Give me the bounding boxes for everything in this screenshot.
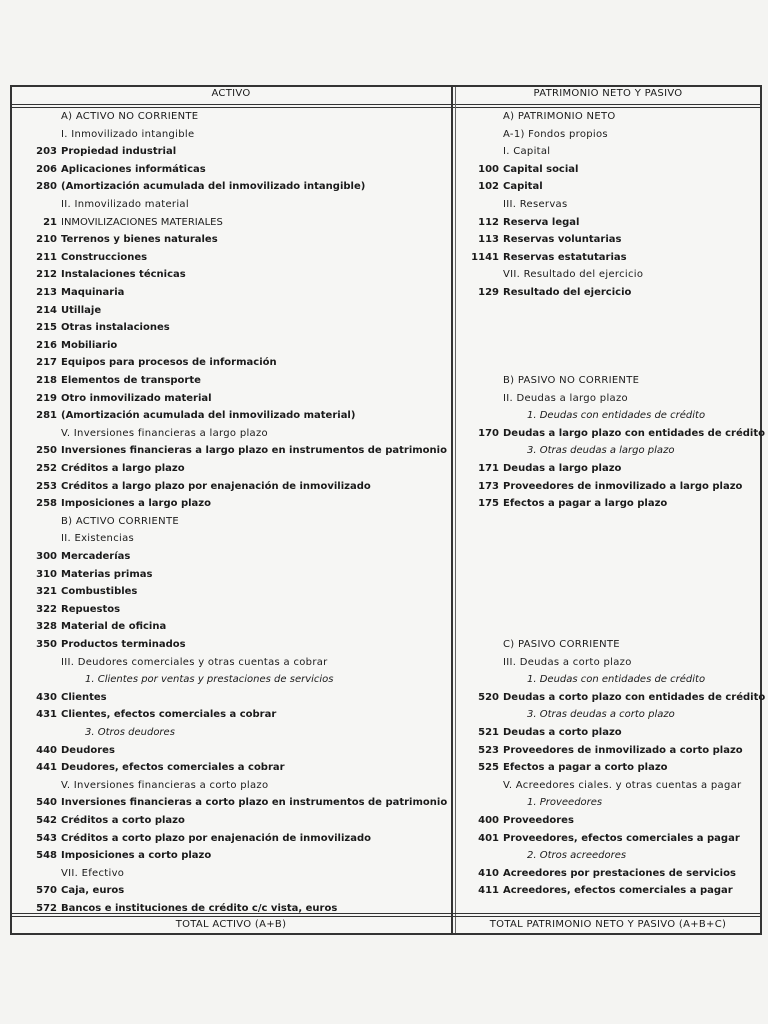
account-code: 113 xyxy=(478,234,499,246)
account-code: 542 xyxy=(36,815,57,826)
account-code: 431 xyxy=(36,709,57,721)
account-code: 217 xyxy=(36,357,57,369)
pasivo-row xyxy=(454,812,762,829)
account-code: 171 xyxy=(478,463,499,474)
account-label: Materias primas xyxy=(61,568,153,580)
total-patrimonio-pasivo: TOTAL PATRIMONIO NETO Y PASIVO (A+B+C) xyxy=(489,919,727,930)
pasivo-row xyxy=(454,126,762,143)
activo-row xyxy=(12,478,450,495)
account-label: 3. Otros deudores xyxy=(85,727,175,738)
account-label: Clientes, efectos comerciales a cobrar xyxy=(61,709,277,721)
pasivo-row xyxy=(454,742,762,759)
account-code: 215 xyxy=(36,322,57,334)
account-label: Clientes xyxy=(61,691,107,703)
total-activo: TOTAL ACTIVO (A+B) xyxy=(175,919,287,930)
account-code: 400 xyxy=(478,815,499,826)
account-label: Otro inmovilizado material xyxy=(61,392,212,404)
account-label: V. Acreedores ciales. y otras cuentas a pagar xyxy=(503,779,742,791)
account-label: Aplicaciones informáticas xyxy=(61,163,206,175)
account-code: 252 xyxy=(36,463,57,474)
activo-row xyxy=(12,759,450,776)
activo-row xyxy=(12,214,450,231)
pasivo-row xyxy=(454,442,762,459)
activo-row xyxy=(12,706,450,723)
account-label: A) ACTIVO NO CORRIENTE xyxy=(61,111,199,122)
activo-row xyxy=(12,636,450,653)
account-code: 206 xyxy=(36,163,57,175)
account-label: Otras instalaciones xyxy=(61,322,170,334)
account-label: Resultado del ejercicio xyxy=(503,287,632,298)
activo-row xyxy=(12,319,450,336)
account-code: 100 xyxy=(478,163,499,175)
pasivo-row xyxy=(454,865,762,882)
account-label: B) PASIVO NO CORRIENTE xyxy=(503,375,640,386)
pasivo-row xyxy=(454,284,762,301)
account-label: (Amortización acumulada del inmovilizado material) xyxy=(61,410,356,422)
account-code: 300 xyxy=(36,551,57,562)
account-label: Maquinaria xyxy=(61,287,125,298)
activo-row xyxy=(12,689,450,706)
account-label: V. Inversiones financieras a corto plazo xyxy=(61,779,269,791)
pasivo-row xyxy=(454,495,762,512)
activo-row xyxy=(12,654,450,671)
pasivo-row xyxy=(454,882,762,899)
account-label: Elementos de transporte xyxy=(61,375,201,386)
activo-row xyxy=(12,583,450,600)
account-code: 310 xyxy=(36,568,57,580)
account-label: Bancos e instituciones de crédito c/c vista, euros xyxy=(61,903,338,914)
pasivo-row xyxy=(454,794,762,811)
account-code: 281 xyxy=(36,410,57,422)
account-label: Créditos a corto plazo por enajenación de inmovilizado xyxy=(61,832,371,844)
account-code: 203 xyxy=(36,146,57,158)
account-label: Efectos a pagar a corto plazo xyxy=(503,762,668,774)
account-label: Reservas estatutarias xyxy=(503,251,627,263)
activo-row xyxy=(12,671,450,688)
account-label: 2. Otros acreedores xyxy=(527,850,627,862)
account-code: 525 xyxy=(478,762,499,774)
activo-row xyxy=(12,566,450,583)
account-code: 441 xyxy=(36,762,57,774)
account-label: Capital social xyxy=(503,163,579,175)
account-label: 1. Proveedores xyxy=(527,797,603,809)
account-label: III. Deudas a corto plazo xyxy=(503,656,632,668)
pasivo-row xyxy=(454,478,762,495)
account-label: (Amortización acumulada del inmovilizado intangible) xyxy=(61,181,366,193)
account-label: Proveedores de inmovilizado a largo plazo xyxy=(503,480,743,492)
account-code: 175 xyxy=(478,498,499,510)
account-code: 548 xyxy=(36,850,57,862)
account-label: Deudores, efectos comerciales a cobrar xyxy=(61,762,285,774)
activo-row xyxy=(12,231,450,248)
pasivo-row xyxy=(454,847,762,864)
activo-row xyxy=(12,108,450,125)
account-label: Créditos a largo plazo xyxy=(61,463,185,474)
account-label: Caja, euros xyxy=(61,885,125,897)
account-label: 1. Deudas con entidades de crédito xyxy=(527,674,706,686)
pasivo-row xyxy=(454,249,762,266)
account-label: Mobiliario xyxy=(61,339,118,351)
account-label: Deudores xyxy=(61,744,115,756)
pasivo-row xyxy=(454,654,762,671)
account-code: 521 xyxy=(478,727,499,738)
pasivo-row xyxy=(454,689,766,706)
account-label: II. Inmovilizado material xyxy=(61,199,189,210)
pasivo-row xyxy=(454,214,762,231)
pasivo-row xyxy=(454,161,762,178)
account-label: A) PATRIMONIO NETO xyxy=(503,111,616,122)
activo-row xyxy=(12,882,450,899)
account-label: Construcciones xyxy=(61,251,148,263)
activo-row xyxy=(12,354,450,371)
patrimonio-pasivo-header: PATRIMONIO NETO Y PASIVO xyxy=(533,88,683,99)
account-label: Equipos para procesos de información xyxy=(61,357,277,369)
account-label: Imposiciones a corto plazo xyxy=(61,850,212,862)
pasivo-row xyxy=(454,178,762,195)
account-code: 280 xyxy=(36,181,57,193)
pasivo-row xyxy=(454,407,762,424)
account-code: 211 xyxy=(36,251,57,263)
activo-row xyxy=(12,126,450,143)
account-label: C) PASIVO CORRIENTE xyxy=(503,639,620,650)
account-code: 411 xyxy=(478,885,499,897)
activo-header: ACTIVO xyxy=(211,88,251,99)
account-label: Reserva legal xyxy=(503,216,580,228)
account-code: 102 xyxy=(478,181,499,193)
account-label: V. Inversiones financieras a largo plazo xyxy=(61,427,268,439)
account-label: Proveedores, efectos comerciales a pagar xyxy=(503,832,740,844)
activo-row xyxy=(12,249,450,266)
activo-row xyxy=(12,284,450,301)
account-label: Propiedad industrial xyxy=(61,146,177,158)
pasivo-row xyxy=(454,372,762,389)
account-code: 129 xyxy=(478,287,499,298)
account-label: Inversiones financieras a corto plazo en instrumentos de patrimonio xyxy=(61,797,448,809)
account-label: 1. Clientes por ventas y prestaciones de servicios xyxy=(85,674,334,686)
account-code: 350 xyxy=(36,639,57,650)
account-code: 410 xyxy=(478,867,499,879)
account-label: II. Existencias xyxy=(61,533,135,545)
pasivo-row xyxy=(454,425,765,442)
account-label: B) ACTIVO CORRIENTE xyxy=(61,515,179,527)
pasivo-row xyxy=(454,108,762,125)
account-code: 430 xyxy=(36,691,57,703)
activo-row xyxy=(12,830,450,847)
activo-row xyxy=(12,425,450,442)
activo-row xyxy=(12,143,450,160)
activo-row xyxy=(12,513,450,530)
account-code: 213 xyxy=(36,287,57,298)
balance-sheet-table xyxy=(10,85,766,935)
activo-row xyxy=(12,794,450,811)
account-code: 572 xyxy=(36,903,57,914)
account-code: 520 xyxy=(478,691,499,703)
pasivo-row xyxy=(454,706,762,723)
activo-row xyxy=(12,266,450,283)
account-label: Deudas a largo plazo xyxy=(503,463,622,474)
account-label: Terrenos y bienes naturales xyxy=(61,234,218,246)
activo-row xyxy=(12,724,450,741)
pasivo-row xyxy=(454,143,762,160)
activo-row xyxy=(12,178,450,195)
account-label: Proveedores de inmovilizado a corto plazo xyxy=(503,744,743,756)
activo-row xyxy=(12,495,450,512)
account-code: 321 xyxy=(36,586,57,598)
account-label: INMOVILIZACIONES MATERIALES xyxy=(61,216,223,228)
account-label: Proveedores xyxy=(503,815,574,826)
pasivo-row xyxy=(454,460,762,477)
account-code: 1141 xyxy=(471,251,499,263)
account-code: 253 xyxy=(36,480,57,492)
account-code: 21 xyxy=(43,216,57,228)
account-label: Reservas voluntarias xyxy=(503,234,622,246)
account-label: Efectos a pagar a largo plazo xyxy=(503,498,668,510)
account-code: 210 xyxy=(36,234,57,246)
pasivo-row xyxy=(454,196,762,213)
activo-row xyxy=(12,601,450,618)
pasivo-row xyxy=(454,830,762,847)
account-label: Créditos a largo plazo por enajenación de inmovilizado xyxy=(61,480,371,492)
account-label: Acreedores por prestaciones de servicios xyxy=(503,867,736,879)
account-code: 543 xyxy=(36,832,57,844)
account-code: 401 xyxy=(478,832,499,844)
activo-row xyxy=(12,865,450,882)
account-label: I. Inmovilizado intangible xyxy=(61,128,195,140)
account-label: I. Capital xyxy=(503,146,551,158)
account-label: II. Deudas a largo plazo xyxy=(503,392,628,404)
account-code: 540 xyxy=(36,797,57,809)
account-code: 570 xyxy=(36,885,57,897)
activo-row xyxy=(12,742,450,759)
activo-row xyxy=(12,196,450,213)
activo-row xyxy=(12,618,450,635)
activo-row xyxy=(12,847,450,864)
pasivo-row xyxy=(454,724,762,741)
account-label: 3. Otras deudas a largo plazo xyxy=(527,445,675,457)
account-code: 173 xyxy=(478,480,499,492)
account-code: 250 xyxy=(36,445,57,457)
account-code: 219 xyxy=(36,392,57,404)
account-code: 218 xyxy=(36,375,57,386)
account-label: Combustibles xyxy=(61,586,138,598)
account-label: Mercaderías xyxy=(61,551,131,562)
pasivo-row xyxy=(454,759,762,776)
pasivo-row xyxy=(454,636,762,653)
account-code: 440 xyxy=(36,744,57,756)
account-label: 1. Deudas con entidades de crédito xyxy=(527,410,706,422)
account-label: Material de oficina xyxy=(61,621,167,633)
pasivo-row xyxy=(454,390,762,407)
activo-row xyxy=(12,812,450,829)
account-code: 214 xyxy=(36,304,57,316)
account-label: A-1) Fondos propios xyxy=(503,128,608,140)
activo-row xyxy=(12,530,450,547)
account-label: Deudas a corto plazo xyxy=(503,727,622,738)
activo-row xyxy=(12,442,450,459)
account-label: Utillaje xyxy=(61,304,102,316)
activo-row xyxy=(12,777,450,794)
activo-row xyxy=(12,407,450,424)
footer-rule xyxy=(12,913,760,917)
account-code: 112 xyxy=(478,216,499,228)
account-label: Créditos a corto plazo xyxy=(61,815,185,826)
account-label: III. Deudores comerciales y otras cuentas a cobrar xyxy=(61,656,328,668)
account-label: Instalaciones técnicas xyxy=(61,269,186,281)
account-code: 322 xyxy=(36,603,57,615)
account-label: Productos terminados xyxy=(61,639,186,650)
account-code: 216 xyxy=(36,339,57,351)
account-label: Capital xyxy=(503,181,543,193)
account-label: 3. Otras deudas a corto plazo xyxy=(527,709,675,721)
activo-row xyxy=(12,372,450,389)
account-label: Acreedores, efectos comerciales a pagar xyxy=(503,885,733,897)
pasivo-row xyxy=(454,231,762,248)
activo-row xyxy=(12,390,450,407)
account-label: Deudas a corto plazo con entidades de crédito xyxy=(503,691,766,703)
account-code: 258 xyxy=(36,498,57,510)
account-code: 523 xyxy=(478,744,499,756)
activo-row xyxy=(12,548,450,565)
account-code: 328 xyxy=(36,621,57,633)
activo-row xyxy=(12,460,450,477)
account-code: 170 xyxy=(478,427,499,439)
account-label: Deudas a largo plazo con entidades de crédito xyxy=(503,427,765,439)
pasivo-row xyxy=(454,671,762,688)
activo-row xyxy=(12,161,450,178)
account-label: Inversiones financieras a largo plazo en instrumentos de patrimonio xyxy=(61,445,447,457)
pasivo-row xyxy=(454,266,762,283)
account-label: Imposiciones a largo plazo xyxy=(61,498,211,510)
account-label: VII. Efectivo xyxy=(61,867,125,879)
account-label: Repuestos xyxy=(61,603,121,615)
account-code: 212 xyxy=(36,269,57,281)
activo-row xyxy=(12,302,450,319)
activo-row xyxy=(12,337,450,354)
pasivo-row xyxy=(454,777,762,794)
account-label: III. Reservas xyxy=(503,199,568,210)
account-label: VII. Resultado del ejercicio xyxy=(503,269,644,281)
